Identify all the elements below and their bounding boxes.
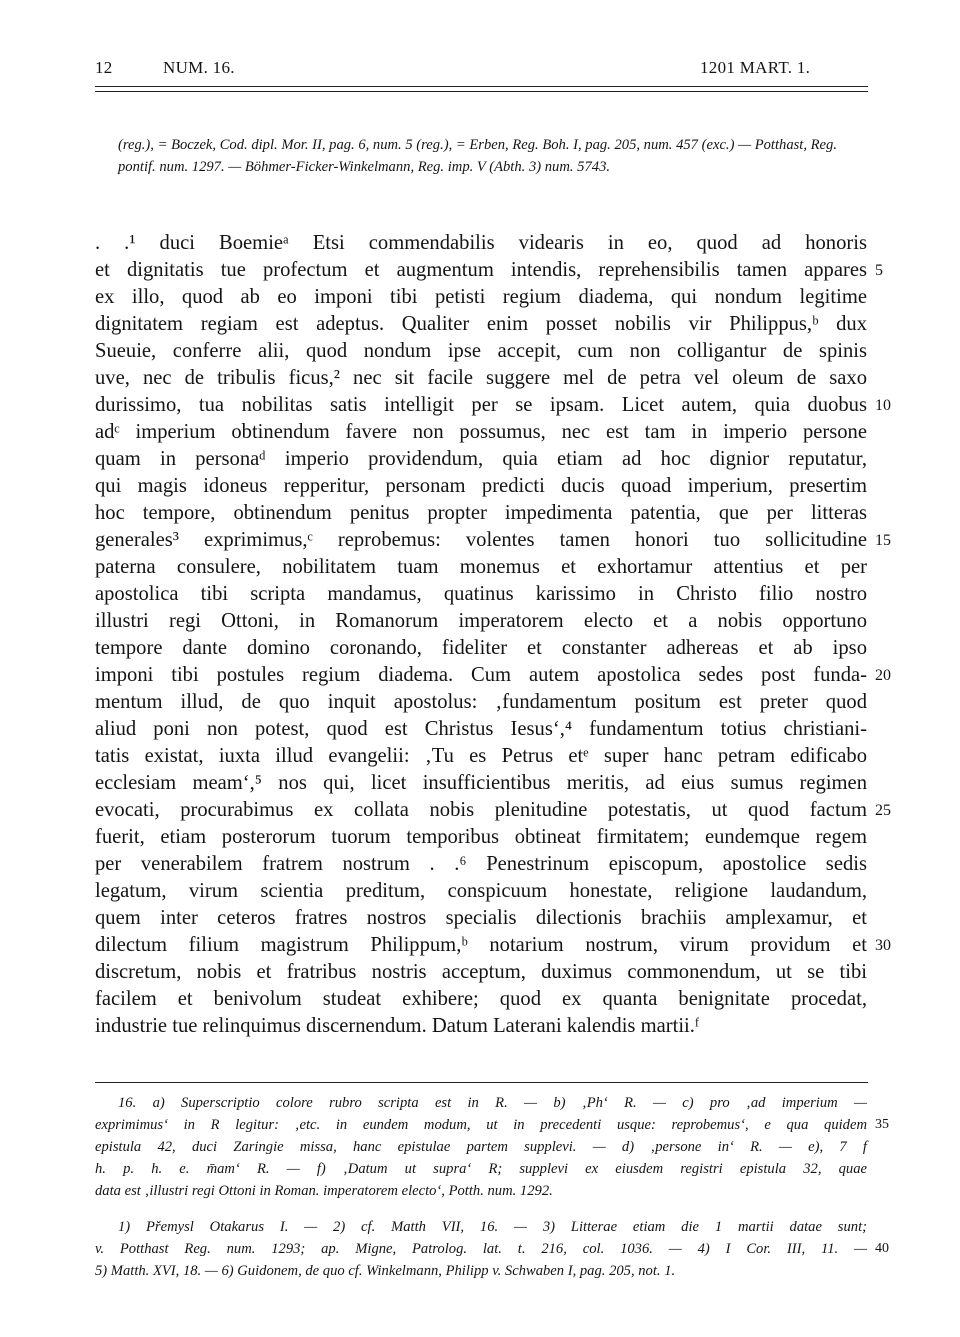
body-line: aliud poni non potest, quod est Christus Iesus‘,⁴ fundamentum totius christiani-: [95, 718, 867, 740]
body-line: paterna consulere, nobilitatem tuam monemus et exhortamur attentius et per: [95, 556, 867, 578]
body-line: discretum, nobis et fratribus nostris acceptum, duximus commonendum, ut se tibi: [95, 961, 867, 983]
header-rule: [95, 86, 868, 87]
body-line: dilectum filium magistrum Philippum,ᵇ notarium nostrum, virum providum et: [95, 934, 867, 956]
body-line: per venerabilem fratrem nostrum . .⁶ Penestrinum episcopum, apostolice sedis: [95, 853, 867, 875]
body-line: dignitatem regiam est adeptus. Qualiter enim posset nobilis vir Philippus,ᵇ dux: [95, 313, 867, 335]
apparatus-line: epistula 42, duci Zaringie missa, hanc epistulae partem supplevi. — d) ‚persone in‘ R. — e), 7 f: [95, 1139, 867, 1155]
footnote-line: 1) Přemysl Otakarus I. — 2) cf. Matth VII, 16. — 3) Litterae etiam die 1 martii datae sunt;: [118, 1219, 867, 1235]
line-number: 25: [875, 802, 891, 819]
footnote-line: 5) Matth. XVI, 18. — 6) Guidonem, de quo cf. Winkelmann, Philipp v. Schwaben I, pag. 205, not. 1.: [95, 1263, 676, 1279]
body-line: ex illo, quod ab eo imponi tibi petisti regium diadema, qui nondum legitime: [95, 286, 867, 308]
document-date: 1201 MART. 1.: [700, 58, 811, 77]
page-number: 12: [95, 58, 113, 77]
body-line: illustri regi Ottoni, in Romanorum imperatorem electo et a nobis opportuno: [95, 610, 867, 632]
body-line: tatis existat, iuxta illud evangelii: ‚Tu es Petrus etᵉ super hanc petram edificabo: [95, 745, 867, 767]
body-line: legatum, virum scientia preditum, conspicuum honestate, religione laudandum,: [95, 880, 867, 902]
line-number: 5: [875, 262, 883, 279]
body-line: Sueuie, conferre alii, quod nondum ipse accepit, cum non colligantur de spinis: [95, 340, 867, 362]
body-line: durissimo, tua nobilitas satis intelligit per se ipsam. Licet autem, quia duobus: [95, 394, 867, 416]
footnote-line: v. Potthast Reg. num. 1293; ap. Migne, Patrolog. lat. t. 216, col. 1036. — 4) I Cor. III, 11. —: [95, 1241, 867, 1257]
body-line: . .¹ duci Boemieᵃ Etsi commendabilis videaris in eo, quod ad honoris: [95, 232, 867, 254]
line-number: 40: [875, 1241, 889, 1256]
body-line: industrie tue relinquimus discernendum. Datum Laterani kalendis martii.ᶠ: [95, 1015, 700, 1037]
footnote-rule: [95, 1082, 868, 1083]
body-line: apostolica tibi scripta mandamus, quatinus karissimo in Christo filio nostro: [95, 583, 867, 605]
body-line: mentum illud, de quo inquit apostolus: ‚fundamentum positum est preter quod: [95, 691, 867, 713]
body-line: uve, nec de tribulis ficus,² nec sit facile suggere mel de petra vel oleum de saxo: [95, 367, 867, 389]
line-number: 35: [875, 1117, 889, 1132]
body-line: qui magis idoneus repperitur, personam predicti ducis quoad imperium, presertim: [95, 475, 867, 497]
body-line: fuerit, etiam posterorum tuorum temporibus obtineat firmitatem; eundemque regem: [95, 826, 867, 848]
apparatus-line: h. p. h. e. m̄am‘ R. — f) ‚Datum ut supra‘ R; supplevi ex eiusdem registri epistula 32, quae: [95, 1161, 867, 1177]
body-line: evocati, procurabimus ex collata nobis plenitudine potestatis, ut quod factum: [95, 799, 867, 821]
apparatus-line: exprimimus‘ in R legitur: ‚etc. in eundem modum, ut in precedenti usque: reprobemus‘, e qua quidem: [95, 1117, 867, 1133]
body-line: et dignitatis tue profectum et augmentum intendis, reprehensibilis tamen appares: [95, 259, 867, 281]
header-rule-double: [95, 91, 868, 92]
body-line: tempore dante domino coronando, fideliter et constanter adhereas et ab ipso: [95, 637, 867, 659]
apparatus-line: data est ‚illustri regi Ottoni in Roman. imperatorem electo‘, Potth. num. 1292.: [95, 1183, 553, 1199]
line-number: 30: [875, 937, 891, 954]
body-line: generales³ exprimimus,ᶜ reprobemus: volentes tamen honori tuo sollicitudine: [95, 529, 867, 551]
body-line: imponi tibi postules regium diadema. Cum autem apostolica sedes post funda-: [95, 664, 867, 686]
document-number: NUM. 16.: [163, 58, 235, 77]
apparatus-line: 16. a) Superscriptio colore rubro scripta est in R. — b) ‚Ph‘ R. — c) pro ‚ad imperium —: [118, 1095, 867, 1111]
body-line: adᶜ imperium obtinendum favere non possumus, nec est tam in imperio persone: [95, 421, 867, 443]
body-line: quam in personaᵈ imperio providendum, quia etiam ad hoc dignior reputatur,: [95, 448, 867, 470]
source-references: (reg.), = Boczek, Cod. dipl. Mor. II, pag. 6, num. 5 (reg.), = Erben, Reg. Boh. I, pag. 205, num. 457 (exc.) — Potthast, Reg. pontif. num. 1297. — Böhmer-Ficker-Winkelmann, Reg. imp. V (Abth. 3) num. 5743.: [118, 137, 837, 175]
body-line: hoc tempore, obtinendum penitus propter impedimenta patentia, que per litteras: [95, 502, 867, 524]
body-line: quem inter ceteros fratres nostros specialis dilectionis brachiis amplexamur, et: [95, 907, 867, 929]
line-number: 20: [875, 667, 891, 684]
line-number: 10: [875, 397, 891, 414]
body-line: facilem et benivolum studeat exhibere; quod ex quanta benignitate procedat,: [95, 988, 867, 1010]
body-line: ecclesiam meam‘,⁵ nos qui, licet insufficientibus meritis, ad eius sumus regimen: [95, 772, 867, 794]
line-number: 15: [875, 532, 891, 549]
